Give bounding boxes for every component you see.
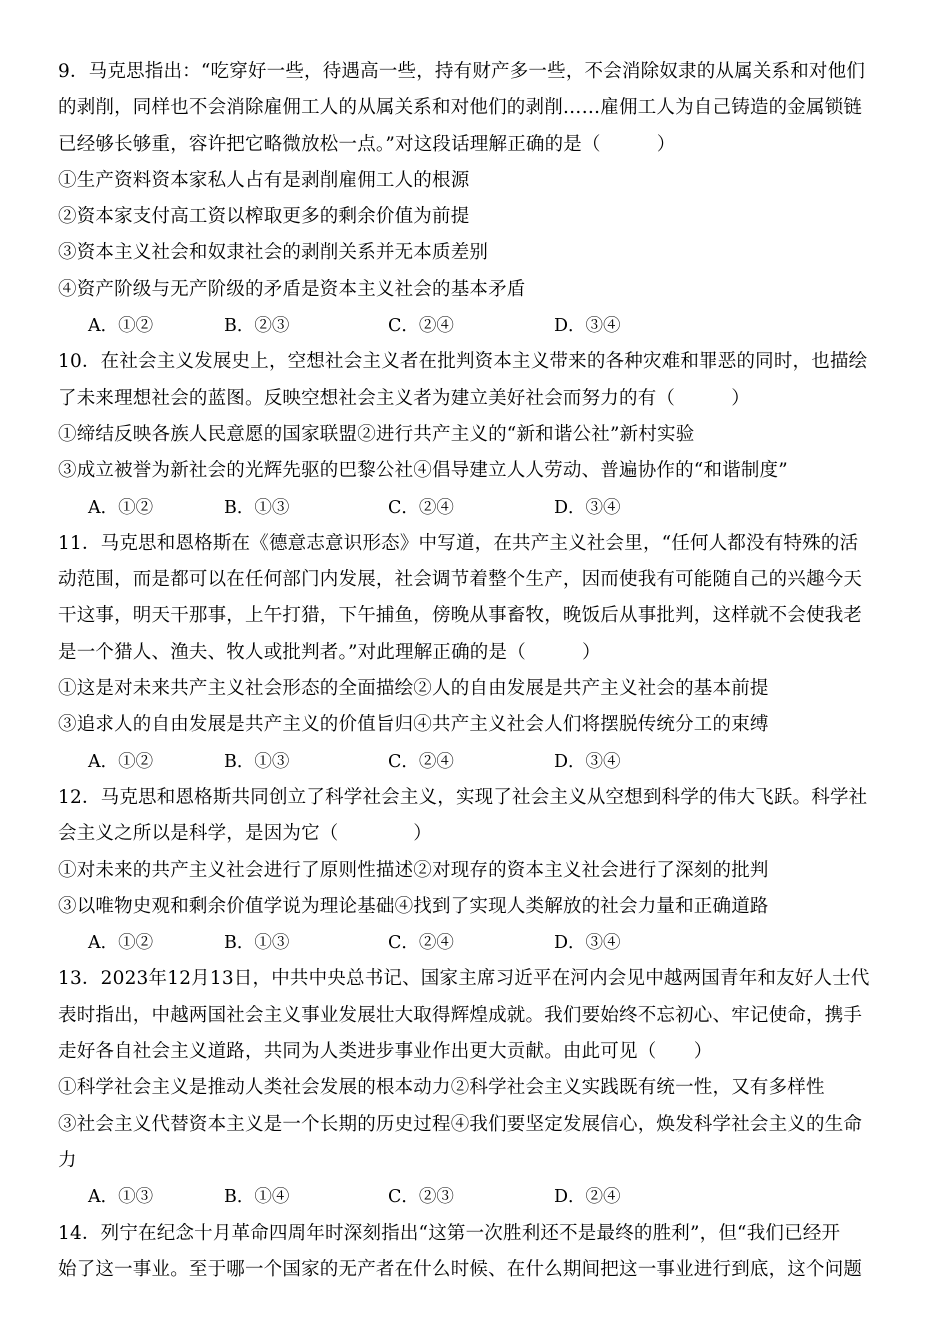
statement-line: ①对未来的共产主义社会进行了原则性描述②对现存的资本主义社会进行了深刻的批判: [58, 859, 769, 881]
question-stem-line: 11．马克思和恩格斯在《德意志意识形态》中写道，在共产主义社会里，“任何人都没有特殊的活: [58, 532, 859, 554]
question-10: [58, 344, 896, 525]
statement-line: 力: [58, 1149, 77, 1171]
statement-line: ①缔结反映各族人民意愿的国家联盟②进行共产主义的“新和谐公社”新村实验: [58, 423, 695, 445]
question-stem-line: 表时指出，中越两国社会主义事业发展壮大取得辉煌成就。我们要始终不忘初心、牢记使命，携手: [58, 1004, 863, 1026]
answer-options: [58, 925, 896, 961]
question-stem-line: 14．列宁在纪念十月革命四周年时深刻指出“这第一次胜利还不是最终的胜利”，但“我们已经开: [58, 1222, 841, 1244]
question-stem-line: 是一个猎人、渔夫、牧人或批判者。”对此理解正确的是（ ）: [58, 641, 601, 663]
question-9: [58, 54, 896, 344]
option-b: B．①③: [224, 933, 290, 954]
question-stem-line: 始了这一事业。至于哪一个国家的无产者在什么时候、在什么期间把这一事业进行到底，这个问题: [58, 1258, 863, 1280]
statement-line: ③以唯物史观和剩余价值学说为理论基础④找到了实现人类解放的社会力量和正确道路: [58, 895, 769, 917]
statement-line: ③成立被誉为新社会的光辉先驱的巴黎公社④倡导建立人人劳动、普遍协作的“和谐制度”: [58, 460, 788, 482]
statement-line: ①这是对未来共产主义社会形态的全面描绘②人的自由发展是共产主义社会的基本前提: [58, 678, 769, 700]
option-a: A．①③: [88, 1187, 154, 1208]
answer-options: [58, 308, 896, 344]
option-c: C．②③: [388, 1187, 454, 1208]
option-a: A．①②: [88, 497, 154, 518]
option-a: A．①②: [88, 751, 154, 772]
statement-line: ①科学社会主义是推动人类社会发展的根本动力②科学社会主义实践既有统一性，又有多样性: [58, 1077, 825, 1099]
answer-options: [58, 490, 896, 526]
option-d: D．③④: [554, 751, 621, 772]
question-stem-line: 走好各自社会主义道路，共同为人类进步事业作出更大贡献。由此可见（ ）: [58, 1041, 713, 1063]
option-c: C．②④: [388, 316, 454, 337]
option-c: C．②④: [388, 933, 454, 954]
option-b: B．①③: [224, 751, 290, 772]
question-12: [58, 780, 896, 961]
exam-page: [58, 54, 896, 1288]
option-d: D．③④: [554, 316, 621, 337]
question-stem-line: 9．马克思指出：“吃穿好一些，待遇高一些，持有财产多一些，不会消除奴隶的从属关系和对他们: [58, 61, 866, 82]
answer-options: [58, 1179, 896, 1215]
answer-options: [58, 744, 896, 780]
option-a: A．①②: [88, 316, 154, 337]
question-stem-line: 干这事，明天干那事，上午打猎，下午捕鱼，傍晚从事畜牧，晚饭后从事批判，这样就不会使我老: [58, 605, 863, 627]
option-b: B．①③: [224, 497, 290, 518]
option-d: D．③④: [554, 497, 621, 518]
question-stem-line: 10．在社会主义发展史上，空想社会主义者在批判资本主义带来的各种灾难和罪恶的同时，也描绘: [58, 351, 868, 373]
option-d: D．②④: [554, 1187, 621, 1208]
question-stem-line: 动范围，而是都可以在任何部门内发展，社会调节着整个生产，因而使我有可能随自己的兴趣今天: [58, 569, 863, 591]
option-b: B．①④: [224, 1187, 290, 1208]
option-c: C．②④: [388, 497, 454, 518]
option-b: B．②③: [224, 316, 290, 337]
option-a: A．①②: [88, 933, 154, 954]
question-stem-line: 已经够长够重，容许把它略微放松一点。”对这段话理解正确的是（ ）: [58, 133, 676, 155]
question-stem-line: 12．马克思和恩格斯共同创立了科学社会主义，实现了社会主义从空想到科学的伟大飞跃。科学社: [58, 786, 868, 808]
statement-line: ③资本主义社会和奴隶社会的剥削关系并无本质差别: [58, 242, 489, 264]
question-stem-line: 了未来理想社会的蓝图。反映空想社会主义者为建立美好社会而努力的有（ ）: [58, 387, 750, 409]
question-14: [58, 1216, 896, 1289]
question-stem-line: 13．2023年12月13日，中共中央总书记、国家主席习近平在河内会见中越两国青年和友好人士代: [58, 968, 870, 990]
question-11: [58, 526, 896, 780]
statement-line: ④资产阶级与无产阶级的矛盾是资本主义社会的基本矛盾: [58, 278, 526, 300]
option-d: D．③④: [554, 933, 621, 954]
question-stem-line: 的剥削，同样也不会消除雇佣工人的从属关系和对他们的剥削……雇佣工人为自己铸造的金属锁链: [58, 97, 863, 119]
statement-line: ①生产资料资本家私人占有是剥削雇佣工人的根源: [58, 169, 470, 191]
statement-line: ③追求人的自由发展是共产主义的价值旨归④共产主义社会人们将摆脱传统分工的束缚: [58, 714, 769, 736]
question-13: [58, 961, 896, 1215]
option-c: C．②④: [388, 751, 454, 772]
statement-line: ②资本家支付高工资以榨取更多的剩余价值为前提: [58, 206, 470, 228]
statement-line: ③社会主义代替资本主义是一个长期的历史过程④我们要坚定发展信心，焕发科学社会主义的生命: [58, 1113, 863, 1135]
question-stem-line: 会主义之所以是科学，是因为它（ ）: [58, 823, 433, 845]
